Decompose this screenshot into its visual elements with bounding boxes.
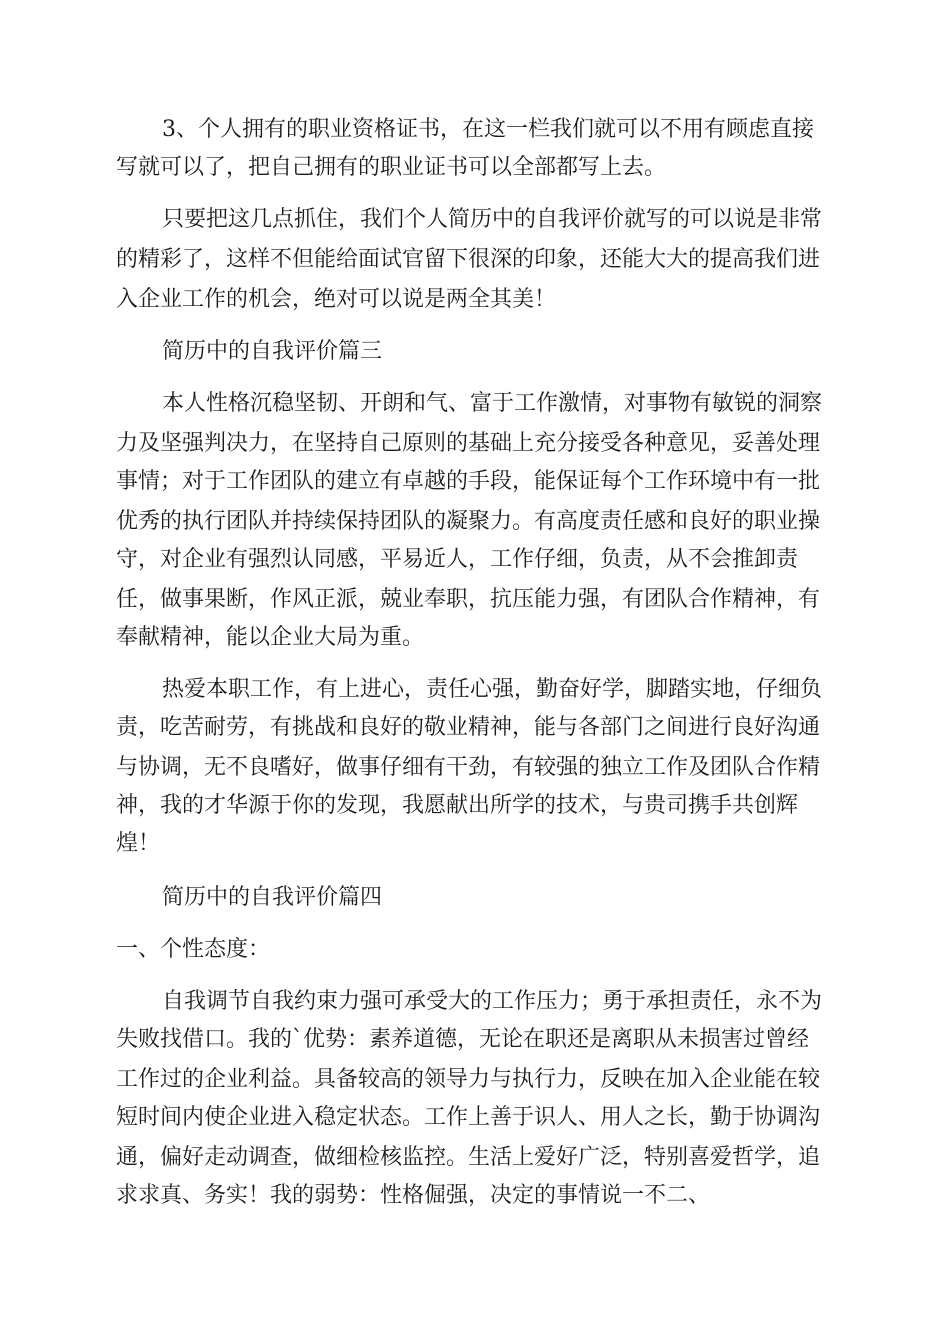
paragraph-line: 煌！ — [116, 831, 161, 856]
section-heading: 简历中的自我评价篇三 — [162, 339, 383, 364]
section-heading: 简历中的自我评价篇四 — [162, 885, 383, 910]
paragraph-line: 本人性格沉稳坚韧、开朗和气、富于工作激情，对事物有敏锐的洞察 — [162, 391, 823, 416]
paragraph-line: 通，偏好走动调查，做细检核监控。生活上爱好广泛，特别喜爱哲学，追 — [116, 1145, 821, 1170]
paragraph-line: 短时间内使企业进入稳定状态。工作上善于识人、用人之长，勤于协调沟 — [116, 1105, 821, 1130]
paragraph-line: 写就可以了，把自己拥有的职业证书可以全部都写上去。 — [116, 155, 667, 180]
paragraph-line: 工作过的企业利益。具备较高的领导力与执行力，反映在加入企业能在较 — [116, 1067, 821, 1092]
paragraph-line: 守，对企业有强烈认同感，平易近人，工作仔细，负责，从不会推卸责 — [116, 547, 799, 572]
paragraph-line: 神，我的才华源于你的发现，我愿献出所学的技术，与贵司携手共创辉 — [116, 793, 799, 818]
paragraph-line: 失败找借口。我的`优势：素养道德，无论在职还是离职从未损害过曾经 — [116, 1027, 810, 1052]
paragraph-line: 奉献精神，能以企业大局为重。 — [116, 625, 425, 650]
subsection-heading: 一、个性态度： — [116, 937, 271, 962]
paragraph-line: 任，做事果断，作风正派，兢业奉职，抗压能力强，有团队合作精神，有 — [116, 587, 821, 612]
paragraph-line: 与协调，无不良嗜好，做事仔细有干劲，有较强的独立工作及团队合作精 — [116, 755, 821, 780]
paragraph-line: 事情；对于工作团队的建立有卓越的手段，能保证每个工作环境中有一批 — [116, 469, 821, 494]
paragraph-line: 只要把这几点抓住，我们个人简历中的自我评价就写的可以说是非常 — [162, 207, 823, 232]
paragraph-line: 责，吃苦耐劳，有挑战和良好的敬业精神，能与各部门之间进行良好沟通 — [116, 715, 821, 740]
paragraph-line: 3、个人拥有的职业资格证书，在这一栏我们就可以不用有顾虑直接 — [162, 117, 814, 142]
paragraph-line: 入企业工作的机会，绝对可以说是两全其美！ — [116, 287, 557, 312]
paragraph-line: 自我调节自我约束力强可承受大的工作压力；勇于承担责任，永不为 — [162, 989, 823, 1014]
paragraph-line: 优秀的执行团队并持续保持团队的凝聚力。有高度责任感和良好的职业操 — [116, 509, 821, 534]
paragraph-line: 热爱本职工作，有上进心，责任心强，勤奋好学，脚踏实地，仔细负 — [162, 677, 823, 702]
paragraph-line: 求求真、务实！我的弱势：性格倔强，决定的事情说一不二、 — [116, 1183, 711, 1208]
paragraph-line: 的精彩了，这样不但能给面试官留下很深的印象，还能大大的提高我们进 — [116, 247, 821, 272]
paragraph-line: 力及坚强判决力，在坚持自己原则的基础上充分接受各种意见，妥善处理 — [116, 431, 821, 456]
